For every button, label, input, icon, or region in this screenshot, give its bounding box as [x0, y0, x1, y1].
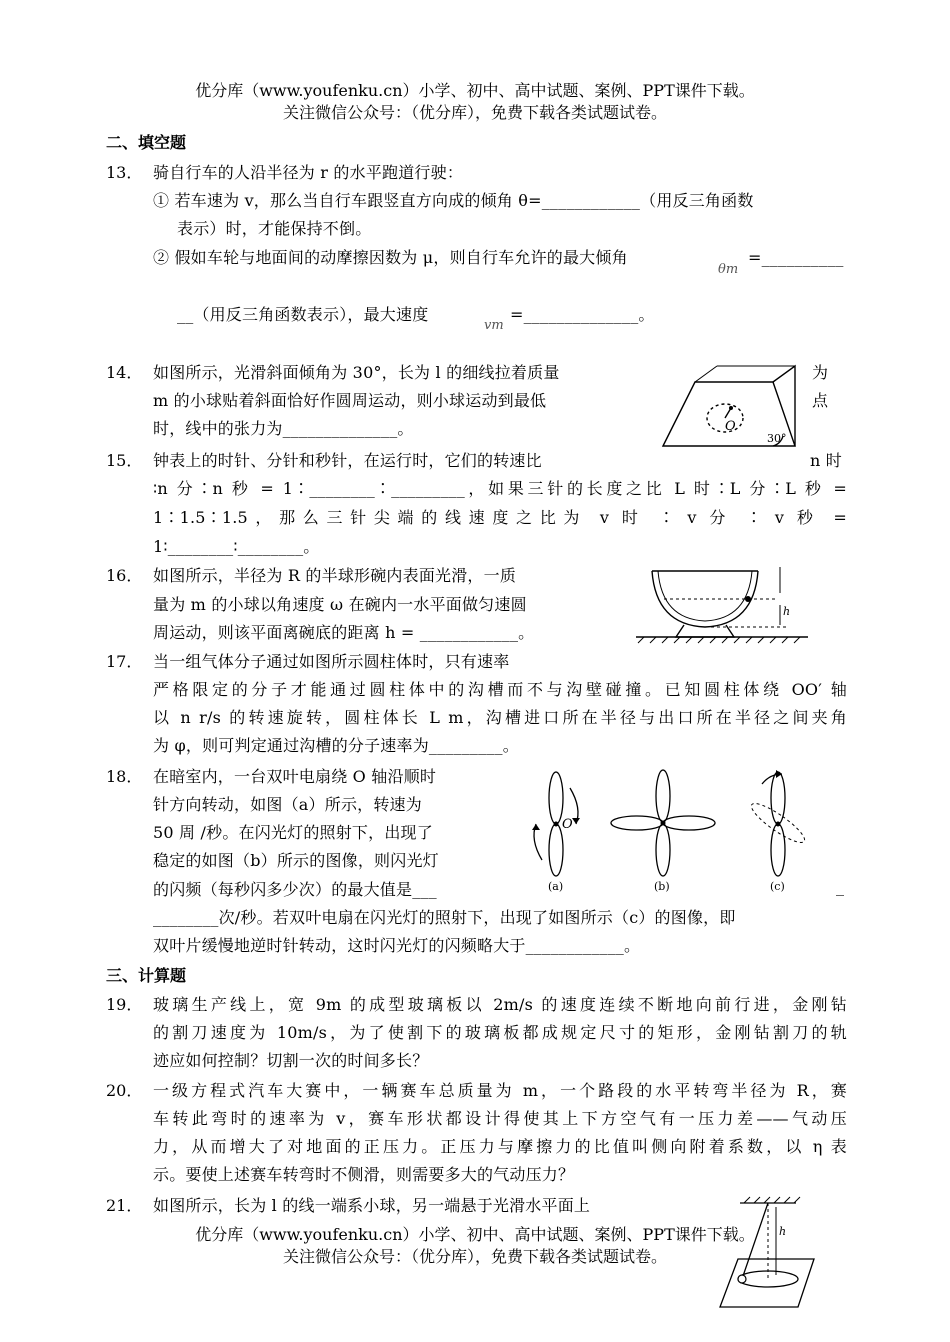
question-19-line-2: 的割刀速度为 10m/s，为了使割下的玻璃板都成规定尺寸的矩形，金刚钻割刀的轨: [153, 1023, 847, 1042]
question-14-line-3: 时，线中的张力为______________。: [153, 419, 414, 438]
question-14-number: 14．: [106, 363, 143, 382]
question-15-line-3: 1∶1.5∶1.5，那么三针尖端的线速度之比为 v 时 ∶ v 分 ∶ v 秒 =: [153, 508, 847, 527]
question-16-line-2: 量为 m 的小球以角速度 ω 在碗内一水平面做匀速圆: [153, 595, 527, 614]
section-title-calculation: 三、计算题: [106, 966, 187, 985]
question-13-line-5-blank: =______________。: [510, 305, 655, 324]
question-14-line-2-right: 点: [812, 391, 829, 410]
question-20-line-2: 车转此弯时的速率为 v，赛车形状都设计得使其上下方空气有一压力差——气动压: [153, 1109, 847, 1128]
footer-line-2: 关注微信公众号：（优分库），免费下载各类试题试卷。: [282, 1247, 667, 1266]
question-18-line-4: 稳定的如图（b）所示的图像，则闪光灯: [153, 851, 439, 870]
header-line-2: 关注微信公众号：（优分库），免费下载各类试题试卷。: [282, 103, 667, 122]
question-13-line-4-blank: =__________: [748, 248, 844, 267]
question-21-line-1: 如图所示，长为 l 的线一端系小球，另一端悬于光滑水平面上: [153, 1196, 591, 1215]
question-17-number: 17．: [106, 652, 143, 671]
question-18-line-7: 双叶片缓慢地逆时针转动，这时闪光灯的闪频略大于____________。: [153, 936, 641, 955]
question-20-number: 20．: [106, 1081, 143, 1100]
theta-m-symbol: θm: [718, 262, 739, 277]
pendulum-height-label: h: [779, 1225, 787, 1238]
question-18-line-2: 针方向转动，如图（a）所示，转速为: [153, 795, 422, 814]
question-13-line-4: ② 假如车轮与地面间的动摩擦因数为 μ，则自行车允许的最大倾角: [153, 248, 628, 267]
fan-axis-label: O: [562, 817, 573, 832]
question-19-line-1: 玻璃生产线上，宽 9m 的成型玻璃板以 2m/s 的速度连续不断地向前行进，金刚钻: [153, 995, 847, 1014]
question-14-line-1-right: 为: [812, 363, 829, 382]
question-18-line-5-right: _: [836, 877, 845, 896]
question-16-line-3: 周运动，则该平面离碗底的距离 h = ____________。: [153, 623, 535, 642]
question-13-line-3: 表示）时，才能保持不倒。: [177, 219, 372, 238]
question-21-number: 21．: [106, 1196, 143, 1215]
question-15-line-4: 1∶________∶________。: [153, 537, 320, 556]
header-line-1: 优分库（www.youfenku.cn）小学、初中、高中试题、案例、PPT课件下载。: [195, 81, 755, 100]
question-14-line-2: m 的小球贴着斜面恰好作圆周运动，则小球运动到最低: [153, 391, 547, 410]
question-13-number: 13．: [106, 163, 143, 182]
bowl-height-label: h: [783, 605, 791, 618]
v-m-symbol: vm: [484, 318, 504, 333]
question-16-number: 16．: [106, 566, 143, 585]
question-17-line-3: 以 n r/s 的转速旋转，圆柱体长 L m，沟槽进口所在半径与出口所在半径之间夹角: [153, 708, 847, 727]
question-17-line-2: 严格限定的分子才能通过圆柱体中的沟槽而不与沟壁碰撞。已知圆柱体绕 OO′ 轴: [153, 680, 847, 699]
question-15-line-1: 钟表上的时针、分针和秒针，在运行时，它们的转速比: [153, 451, 542, 470]
question-13-line-5: __（用反三角函数表示），最大速度: [177, 305, 429, 324]
question-15-number: 15．: [106, 451, 143, 470]
question-13-line-2: ① 若车速为 v，那么当自行车跟竖直方向成的倾角 θ=____________（用反三角函数: [153, 191, 754, 210]
question-19-number: 19．: [106, 995, 143, 1014]
question-15-line-1-right: n 时: [810, 451, 842, 470]
fan-figure: [520, 768, 840, 898]
section-title-fill-in: 二、填空题: [106, 133, 187, 152]
question-17-line-1: 当一组气体分子通过如图所示圆柱体时，只有速率: [153, 652, 510, 671]
incline-center-label: O: [725, 419, 736, 434]
question-13-line-1: 骑自行车的人沿半径为 r 的水平跑道行驶：: [153, 163, 464, 182]
fan-label-b: (b): [654, 880, 670, 893]
fan-label-a: (a): [548, 880, 564, 893]
question-18-line-3: 50 周 /秒。在闪光灯的照射下，出现了: [153, 823, 433, 842]
question-20-line-3: 力，从而增大了对地面的正压力。正压力与摩擦力的比值叫侧向附着系数，以 η 表: [153, 1137, 847, 1156]
question-18-number: 18．: [106, 767, 143, 786]
question-20-line-4: 示。要使上述赛车转弯时不侧滑，则需要多大的气动压力？: [153, 1165, 575, 1184]
fan-label-c: (c): [770, 880, 785, 893]
bowl-figure: [628, 563, 818, 645]
footer-line-1: 优分库（www.youfenku.cn）小学、初中、高中试题、案例、PPT课件下载。: [195, 1225, 755, 1244]
question-14-line-1: 如图所示，光滑斜面倾角为 30°，长为 l 的细线拉着质量: [153, 363, 560, 382]
question-16-line-1: 如图所示，半径为 R 的半球形碗内表面光滑，一质: [153, 566, 517, 585]
question-19-line-3: 迹应如何控制？切割一次的时间多长？: [153, 1051, 429, 1070]
question-18-line-6: ________次/秒。若双叶电扇在闪光灯的照射下，出现了如图所示（c）的图像，即: [153, 908, 736, 927]
incline-angle-label: 30°: [767, 432, 787, 445]
question-17-line-4: 为 φ，则可判定通过沟槽的分子速率为_________。: [153, 736, 519, 755]
incline-figure: [655, 358, 810, 458]
question-20-line-1: 一级方程式汽车大赛中，一辆赛车总质量为 m，一个路段的水平转弯半径为 R，赛: [153, 1081, 847, 1100]
question-18-line-5: 的闪频（每秒闪多少次）的最大值是___: [153, 880, 437, 899]
question-18-line-1: 在暗室内，一台双叶电扇绕 O 轴沿顺时: [153, 767, 437, 786]
question-15-line-2: ∶n 分∶n 秒 = 1∶________∶_________，如果三针的长度之比 L 时∶L 分∶L 秒 =: [153, 479, 847, 498]
